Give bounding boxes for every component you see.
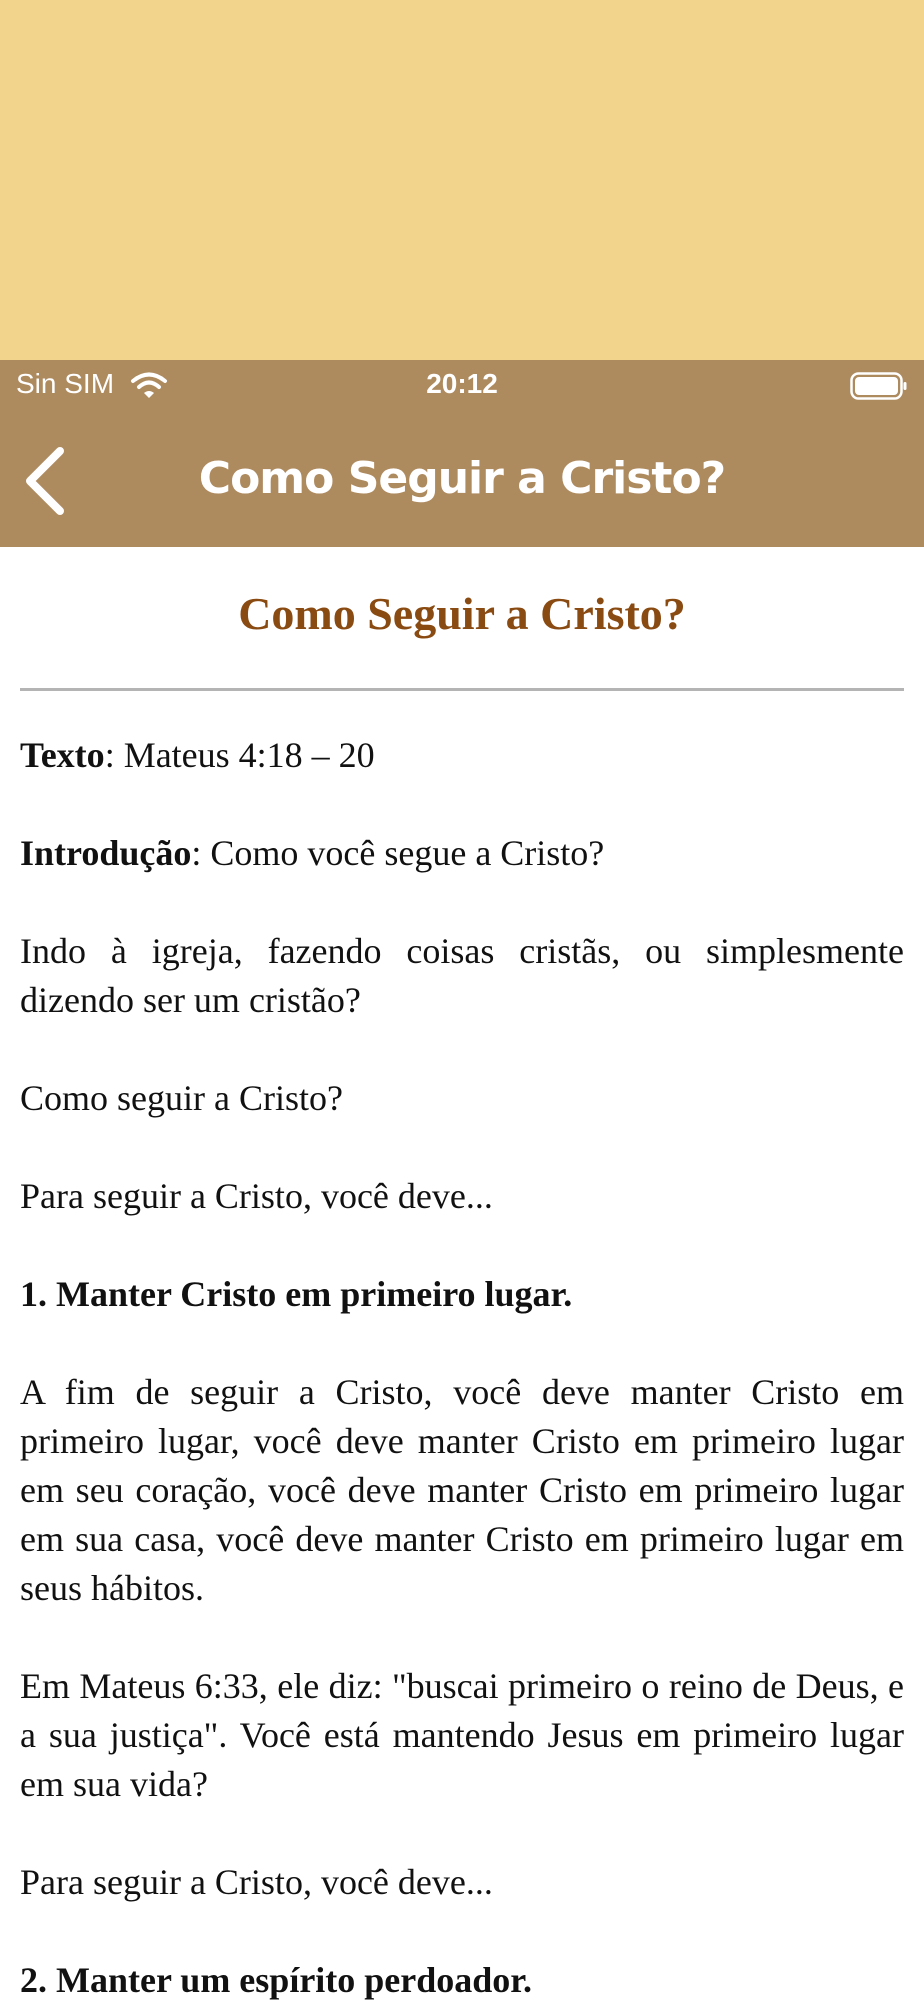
nav-title: Como Seguir a Cristo? xyxy=(198,453,726,504)
section-heading xyxy=(20,1270,904,1319)
navigation-bar xyxy=(0,410,924,547)
article-content xyxy=(20,547,904,2005)
article-title: Como Seguir a Cristo? xyxy=(238,588,686,639)
point-2-heading: 2. Manter um espírito perdoador. xyxy=(20,1960,532,2000)
paragraph: Para seguir a Cristo, você deve... xyxy=(20,1862,493,1902)
paragraph: Como seguir a Cristo? xyxy=(20,1078,343,1118)
texto-value: : Mateus 4:18 – 20 xyxy=(104,735,375,775)
intro-label: Introdução xyxy=(20,833,192,873)
title-divider xyxy=(20,688,904,691)
carrier-label: Sin SIM xyxy=(16,368,115,399)
status-bar xyxy=(0,360,924,410)
paragraph: Para seguir a Cristo, você deve... xyxy=(20,1176,493,1216)
introduction xyxy=(20,829,904,878)
paragraph: Em Mateus 6:33, ele diz: "buscai primeiro o reino de Deus, e a sua justiça". Você está mantendo Jesus em primeiro lugar em sua vida? xyxy=(20,1666,904,1804)
top-banner xyxy=(0,0,924,360)
point-1-heading: 1. Manter Cristo em primeiro lugar. xyxy=(20,1274,573,1314)
paragraph: A fim de seguir a Cristo, você deve manter Cristo em primeiro lugar, você deve manter Cristo em primeiro lugar em seu coração, você deve manter Cristo em primeiro lugar em sua casa, você deve manter Cristo em primeiro lugar em seus hábitos. xyxy=(20,1372,904,1608)
texto-label: Texto xyxy=(20,735,105,775)
section-heading xyxy=(20,1956,904,2005)
battery-icon xyxy=(850,372,908,400)
text-reference xyxy=(20,731,904,780)
paragraph: Indo à igreja, fazendo coisas cristãs, ou simplesmente dizendo ser um cristão? xyxy=(20,931,904,1020)
intro-value: : Como você segue a Cristo? xyxy=(191,833,605,873)
clock: 20:12 xyxy=(426,368,498,399)
